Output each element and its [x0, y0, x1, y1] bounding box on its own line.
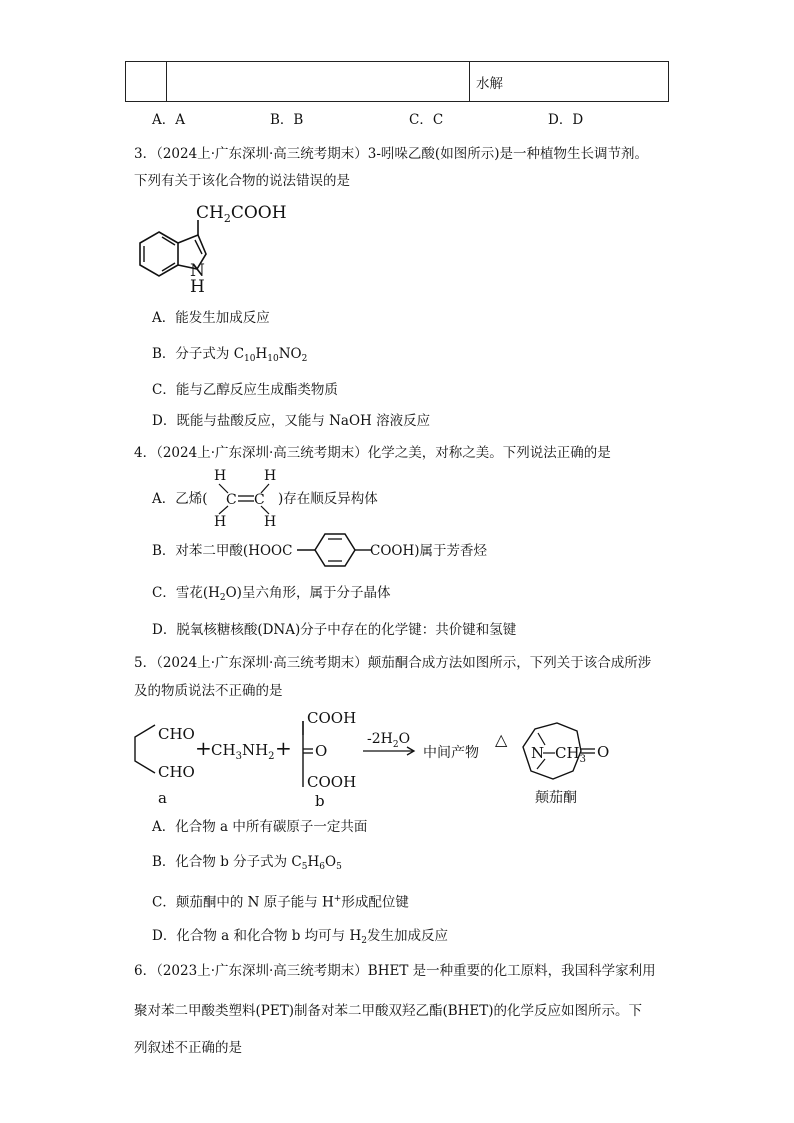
- ethylene-structure: [206, 466, 282, 530]
- svg-text:H: H: [264, 468, 277, 484]
- svg-text:△: △: [495, 730, 508, 749]
- nh-n-label: N: [190, 261, 205, 281]
- q3-option-c: C．能与乙醇反应生成酯类物质: [152, 382, 338, 398]
- svg-text:C: C: [254, 492, 265, 508]
- svg-text:H: H: [264, 514, 277, 530]
- svg-text:CHO: CHO: [158, 763, 195, 781]
- svg-text:b: b: [315, 792, 325, 810]
- q5-option-a: A．化合物 a 中所有碳原子一定共面: [152, 819, 368, 835]
- svg-text:H: H: [214, 514, 227, 530]
- q6-stem-line3: 列叙述不正确的是: [134, 1040, 242, 1056]
- option-d: D．D: [548, 112, 584, 128]
- q5-stem-line2: 及的物质说法不正确的是: [134, 683, 283, 699]
- table-cell: [167, 62, 470, 102]
- q6-stem-line2: 聚对苯二甲酸类塑料(PET)制备对苯二甲酸双羟乙酯(BHET)的化学反应如图所示。下: [134, 1003, 643, 1019]
- q4-option-a-pre: A．乙烯(: [152, 491, 208, 507]
- indole-acetic-acid-structure: [130, 196, 300, 296]
- q6-stem-line1: 6．（2023上·广东深圳·高三统考期末）BHET 是一种重要的化工原料，我国科学家利用: [134, 963, 656, 979]
- q4-option-b: B．对苯二甲酸(HOOC: [152, 543, 293, 559]
- svg-text:O: O: [597, 743, 610, 761]
- q5-option-d: D．化合物 a 和化合物 b 均可与 $H_2$发生加成反应: [152, 928, 448, 946]
- previous-question-table: [125, 61, 669, 102]
- svg-text:-2H2O: $-2H_2O$: [367, 731, 411, 750]
- q5-option-c: C．颠茄酮中的 N 原子能与 H+形成配位键: [152, 894, 409, 911]
- svg-text:CHO: CHO: [158, 725, 195, 743]
- q4-stem: 4．（2024上·广东深圳·高三统考期末）化学之美，对称之美。下列说法正确的是: [134, 445, 611, 461]
- svg-text:CH3: $CH_3$: [555, 744, 586, 765]
- tropinone-synthesis-scheme: [125, 705, 645, 810]
- q5-option-b: B．化合物 b 分子式为 $C_5H_6O_5$: [152, 854, 342, 872]
- svg-text:COOH: COOH: [307, 773, 357, 791]
- q5-stem-line1: 5．（2024上·广东深圳·高三统考期末）颠茄酮合成方法如图所示，下列关于该合成所涉: [134, 655, 652, 671]
- option-b: B．B: [270, 112, 304, 128]
- svg-text:C: C: [226, 492, 237, 508]
- svg-text:H: H: [214, 468, 227, 484]
- svg-text:N: N: [531, 744, 545, 762]
- q3-option-b: B．分子式为 $C_{10}H_{10}NO_2$: [152, 346, 308, 364]
- option-a: A．A: [152, 112, 185, 128]
- svg-text:O: O: [315, 742, 328, 760]
- q3-stem-line2: 下列有关于该化合物的说法错误的是: [134, 173, 350, 189]
- q3-option-a: A．能发生加成反应: [152, 310, 270, 326]
- q4-option-a-post: )存在顺反异构体: [278, 491, 378, 507]
- q4-option-c: C．雪花$(H_2O)$呈六角形，属于分子晶体: [152, 585, 391, 603]
- svg-text:a: a: [158, 789, 167, 807]
- table-cell: [126, 62, 167, 102]
- q4-option-b-post: COOH)属于芳香烃: [370, 543, 488, 559]
- benzene-ring-structure: [295, 530, 375, 570]
- q3-option-d: D．既能与盐酸反应，又能与 NaOH 溶液反应: [152, 413, 431, 429]
- svg-text:中间产物: 中间产物: [423, 745, 479, 761]
- svg-text:颠茄酮: 颠茄酮: [535, 790, 577, 806]
- svg-text:+: +: [275, 736, 292, 760]
- option-c: C．C: [409, 112, 444, 128]
- svg-text:+: +: [195, 736, 212, 760]
- q3-stem-line1: 3．（2024上·广东深圳·高三统考期末）3-吲哚乙酸(如图所示)是一种植物生长调节剂。: [134, 146, 648, 162]
- table-cell: 水解: [470, 62, 669, 102]
- nh-h-label: H: [190, 277, 205, 296]
- svg-text:COOH: COOH: [307, 709, 357, 727]
- svg-text:CH3NH2: $CH_3NH_2$: [211, 741, 275, 762]
- ch2cooh-label: $CH_2COOH$: [196, 203, 287, 225]
- q4-option-d: D．脱氧核糖核酸(DNA)分子中存在的化学键：共价键和氢键: [152, 622, 517, 638]
